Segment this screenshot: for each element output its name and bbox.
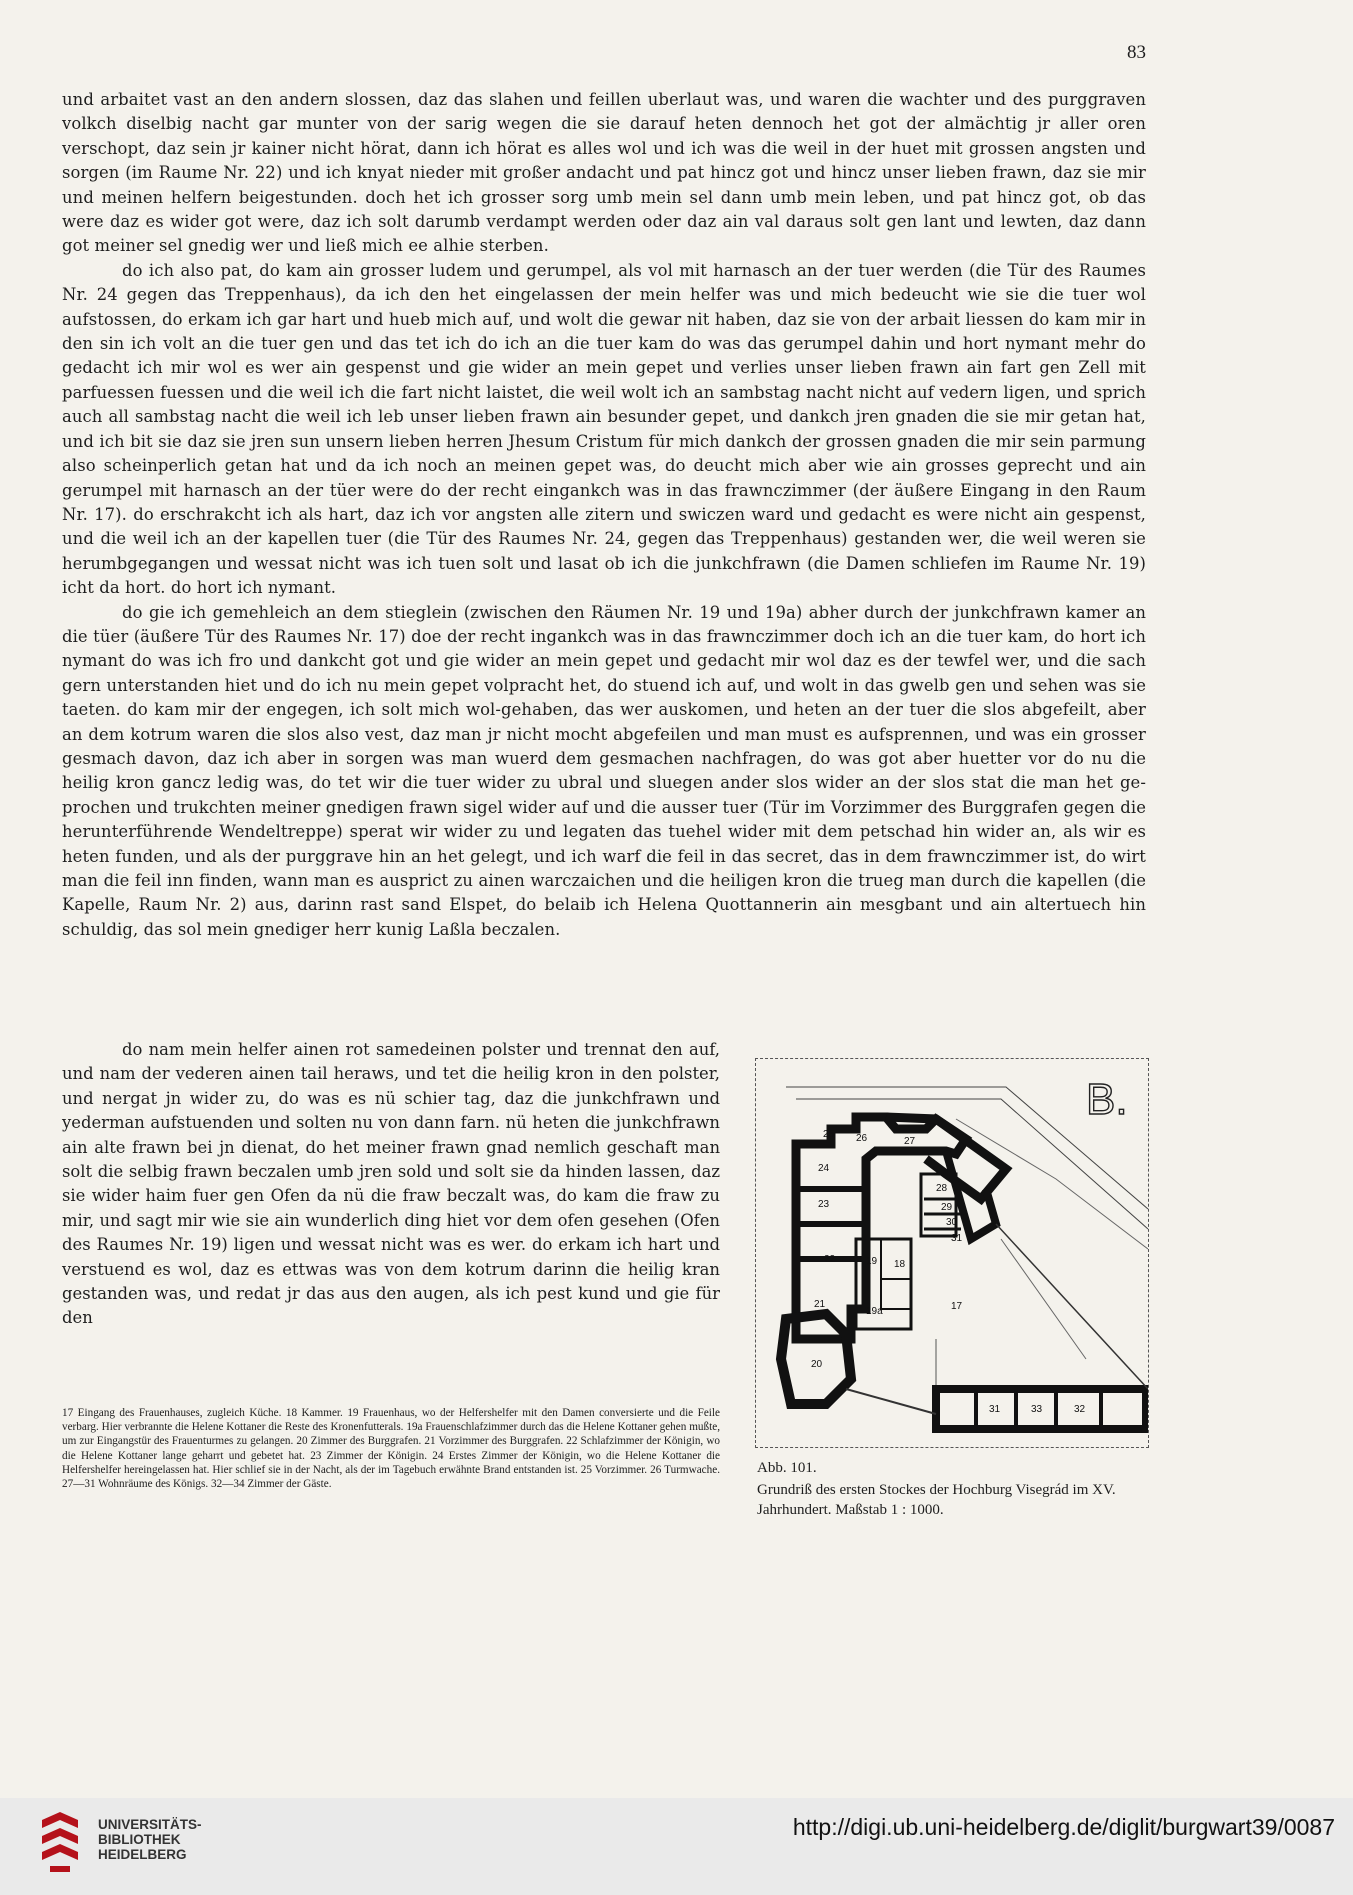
library-name xyxy=(98,1817,202,1862)
column-text xyxy=(62,1038,720,1331)
room-label-33: 33 xyxy=(1031,1404,1043,1415)
room-label-22: 22 xyxy=(824,1254,836,1265)
paragraph-2: do ich also pat, do kam ain grosser ludem und gerumpel, als vol mit harnasch an der tuer werden (die Tür des Raumes Nr. 24 gegen das Treppenhaus), da ich den het eingelassen der mein helfer was und mich bedeucht wie sie die tuer wol aufstossen, do erkam ich gar hart und hueb mich auf, und wolt die gewar nit haben, daz sie von der arbait liessen do kam mir in den sin ich volt an die tuer gen und das tet ich do ich an die tuer kam do was das gerumpel dahin und hort nymant mehr do gedacht ich mir wol es wer ain gespenst und gie wider an mein gepet und verlies unser lieben frawn ain fart gen Zell mit parfuessen fuessen und die weil ich die fart nicht laistet, die weil wolt ich an sambstag nacht nicht auf vedern ligen, und sprich auch all sambstag nacht die weil ich leb unser lieben frawn ain besunder gepet, und dankch jren gnaden die sie mir getan hat, und ich bit sie daz sie jren sun unsern lieben herren Jhesum Cristum für mich dankch der grossen gnaden die mir sein parmung also scheinperlich getan hat und da ich noch an meinen gepet was, do deucht mich aber wie ain grosses geprecht und ain gerumpel mit harnasch an der tüer were do der recht eingankch was in das frawnczimmer (der äußere Eingang in den Raum Nr. 17). do erschrakcht ich als hart, daz ich vor angsten alle zitern und swiczen ward und gedacht es were nicht ain gespenst, und die weil ich an der kapellen tuer (die Tür des Raumes Nr. 24, gegen das Treppenhaus) gestanden wer, die weil weren sie herumbgegangen und wessat nicht was ich tuen solt und lasat ob ich die junkchfrawn (die Damen schliefen im Raume Nr. 19) icht da hort. do hort ich nymant. xyxy=(62,260,1146,598)
room-label-26: 26 xyxy=(856,1133,868,1144)
university-library-logo xyxy=(30,1810,90,1874)
floor-plan-drawing xyxy=(756,1059,1148,1447)
room-label-31-south: 31 xyxy=(989,1404,1001,1415)
footer-bar xyxy=(0,1798,1353,1895)
room-label-19a: 19a xyxy=(866,1306,883,1317)
paragraph-3: do gie ich gemehleich an dem stieglein (zwischen den Räumen Nr. 19 und 19a) abher durch der junkchfrawn kamer an die tüer (äußere Tür des Raumes Nr. 17) doe der recht ingankch was in das frawnczimmer doch ich an die tuer kam, do hort ich nymant do was ich fro und dankcht got und gie wider an mein gepet und gedacht mir wol daz es der tewfel wer, und die sach gern unterstanden hiet und do ich nu mein gepet volpracht het, do stuend ich auf, und wolt in das gwelb gen und sehen was sie taeten. do kam mir der engegen, ich solt mich wol-gehaben, das wer auskomen, und heten an der tuer die slos abgefeilt, aber an dem kotrum waren die slos also vest, daz man jr nicht mocht abgefeilen und man must es aufsprennen, und was ein grosser gesmach davon, daz ich aber in sorgen was man wuerd dem gesmachen nachfragen, do was got aber huetter vor do nu die heilig kron gancz ledig was, do tet wir die tuer wider zu ubral und sluegen ander slos wider an der slos stat die man het ge-prochen und trukchten meiner gnedigen frawn sigel wider auf und die ausser tuer (Tür im Vorzimmer des Burggrafen gegen die herunterführende Wendeltreppe) sperat wir wider zu und legaten das tuehel wider mit dem petschad hin wider an, als wir es heten funden, und als der purggrave hin an het gelegt, und ich warf die feil in das secret, das in dem frawnczimmer ist, do wirt man die feil inn finden, wann man es ausprict zu ainen warczaichen und die heiligen kron die trueg man durch die kapellen (die Kapelle, Raum Nr. 2) aus, darinn rast sand Elspet, do belaib ich Helena Quottannerin ain mesgbant und ain altertuech hin schuldig, das sol mein gnediger herr kunig Laßla beczalen. xyxy=(62,602,1146,939)
room-label-19: 19 xyxy=(866,1256,878,1267)
connecting-wall xyxy=(846,1389,936,1414)
room-label-25: 25 xyxy=(823,1129,835,1140)
room-label-31: 31 xyxy=(951,1233,963,1244)
room-label-32: 32 xyxy=(1074,1404,1086,1415)
room-19a xyxy=(881,1279,911,1309)
main-text xyxy=(62,88,1146,942)
floor-plan-figure xyxy=(755,1058,1149,1448)
library-name-line-2: BIBLIOTHEK xyxy=(98,1832,181,1847)
library-name-line-3: HEIDELBERG xyxy=(98,1847,187,1862)
room-label-30: 30 xyxy=(946,1217,958,1228)
room-label-23: 23 xyxy=(818,1199,830,1210)
east-curtain-wall xyxy=(996,1224,1148,1389)
room-label-29: 29 xyxy=(941,1202,953,1213)
footnotes: 17 Eingang des Frauenhauses, zugleich Küche. 18 Kammer. 19 Frauenhaus, wo der Helfershelfer mit den Damen conversierte und die Feile verbarg. Hier verbrannte die Helene Kottaner die Reste des Kronenfutterals. 19a Frauenschlafzimmer durch das die Helene Kottaner gehen mußte, um zur Eingangstür des Frauenturmes zu gelangen. 20 Zimmer des Burggrafen. 21 Vorzimmer des Burggrafen. 22 Schlafzimmer der Königin, wo die Helene Kottaner lange geharrt und gebetet hat. 23 Zimmer der Königin. 24 Erstes Zimmer der Königin, wo die Helene Kottaner die Helfershelfer hereingelassen hat. Hier schlief sie in der Nacht, als der im Tagebuch erwähnte Brand entstanden ist. 25 Vorzimmer. 26 Turmwache. 27—31 Wohnräume des Königs. 32—34 Zimmer der Gäste. xyxy=(62,1407,720,1491)
room-label-28: 28 xyxy=(936,1183,948,1194)
room-label-24: 24 xyxy=(818,1163,830,1174)
room-label-27: 27 xyxy=(904,1136,916,1147)
permalink-url[interactable]: http://digi.ub.uni-heidelberg.de/diglit/burgwart39/0087 xyxy=(792,1814,1335,1840)
paragraph-1: und arbaitet vast an den andern slossen, daz das slahen und feillen uberlaut was, und waren die wachter und des purggraven volkch diselbig nacht gar munter von der sarig wegen die sie darauf heten dennoch het got der almächtig jr aller oren verschopt, daz sein jr kainer nicht hörat, dann ich hörat es alles wol und ich was die weil in der huet mit grossen angsten und sorgen (im Raume Nr. 22) und ich knyat nieder mit großer andacht und pat hincz got und hincz unser lieben frawn, daz sie mir und meinen helfern beigestunden. doch het ich grosser sorg umb mein sel dann umb mein leben, und pat hincz got, ob das were daz es wider got were, daz ich solt darumb verdampt werden oder daz ain val daraus solt gen lant und lewten, daz dann got meiner sel gnedig wer und ließ mich ee alhie sterben. xyxy=(62,90,1146,256)
figure-number: Abb. 101. xyxy=(757,1460,817,1476)
paragraph-4: do nam mein helfer ainen rot samedeinen polster und trennat den auf, und nam der vederen ainen tail heraws, und tet die heilig kron in den polster, und nergat jn wider zu, do was es nü schier tag, daz die junkchfrawn und yederman aufstuenden und solten nu von dann farn. nü heten die junkchfrawn ain alte frawn bei jn dienat, do het meiner frawn gnad nemlich geschaft man solt die selbig frawn beczalen umb jren sold und solt sie da hinden lassen, daz sie wider haim fuer gen Ofen da nü die fraw beczalt was, do kam die fraw zu mir, und sagt mir wie sie ain wunderlich ding hiet vor dem ofen gesehen (Ofen des Raumes Nr. 19) ligen und wessat nicht was es wer. do erkam ich hart und verstuend es wol, daz es ettwas was von dem kotrum darinn die heilig kran gestanden was, und redat jr das aus den augen, als ich pest kund und gie für den xyxy=(62,1040,720,1328)
room-label-17: 17 xyxy=(951,1301,963,1312)
room-label-21: 21 xyxy=(814,1299,826,1310)
library-name-line-1: UNIVERSITÄTS- xyxy=(98,1817,202,1832)
room-label-20: 20 xyxy=(811,1359,823,1370)
figure-caption-text: Grundriß des ersten Stockes der Hochburg Visegrád im XV. Jahrhundert. Maßstab 1 : 1000. xyxy=(757,1482,1116,1518)
room-label-18: 18 xyxy=(894,1259,906,1270)
road-line-2 xyxy=(1001,1239,1086,1359)
page-number: 83 xyxy=(1127,42,1146,63)
figure-caption xyxy=(757,1458,1149,1520)
plan-letter: B. xyxy=(1086,1075,1128,1124)
